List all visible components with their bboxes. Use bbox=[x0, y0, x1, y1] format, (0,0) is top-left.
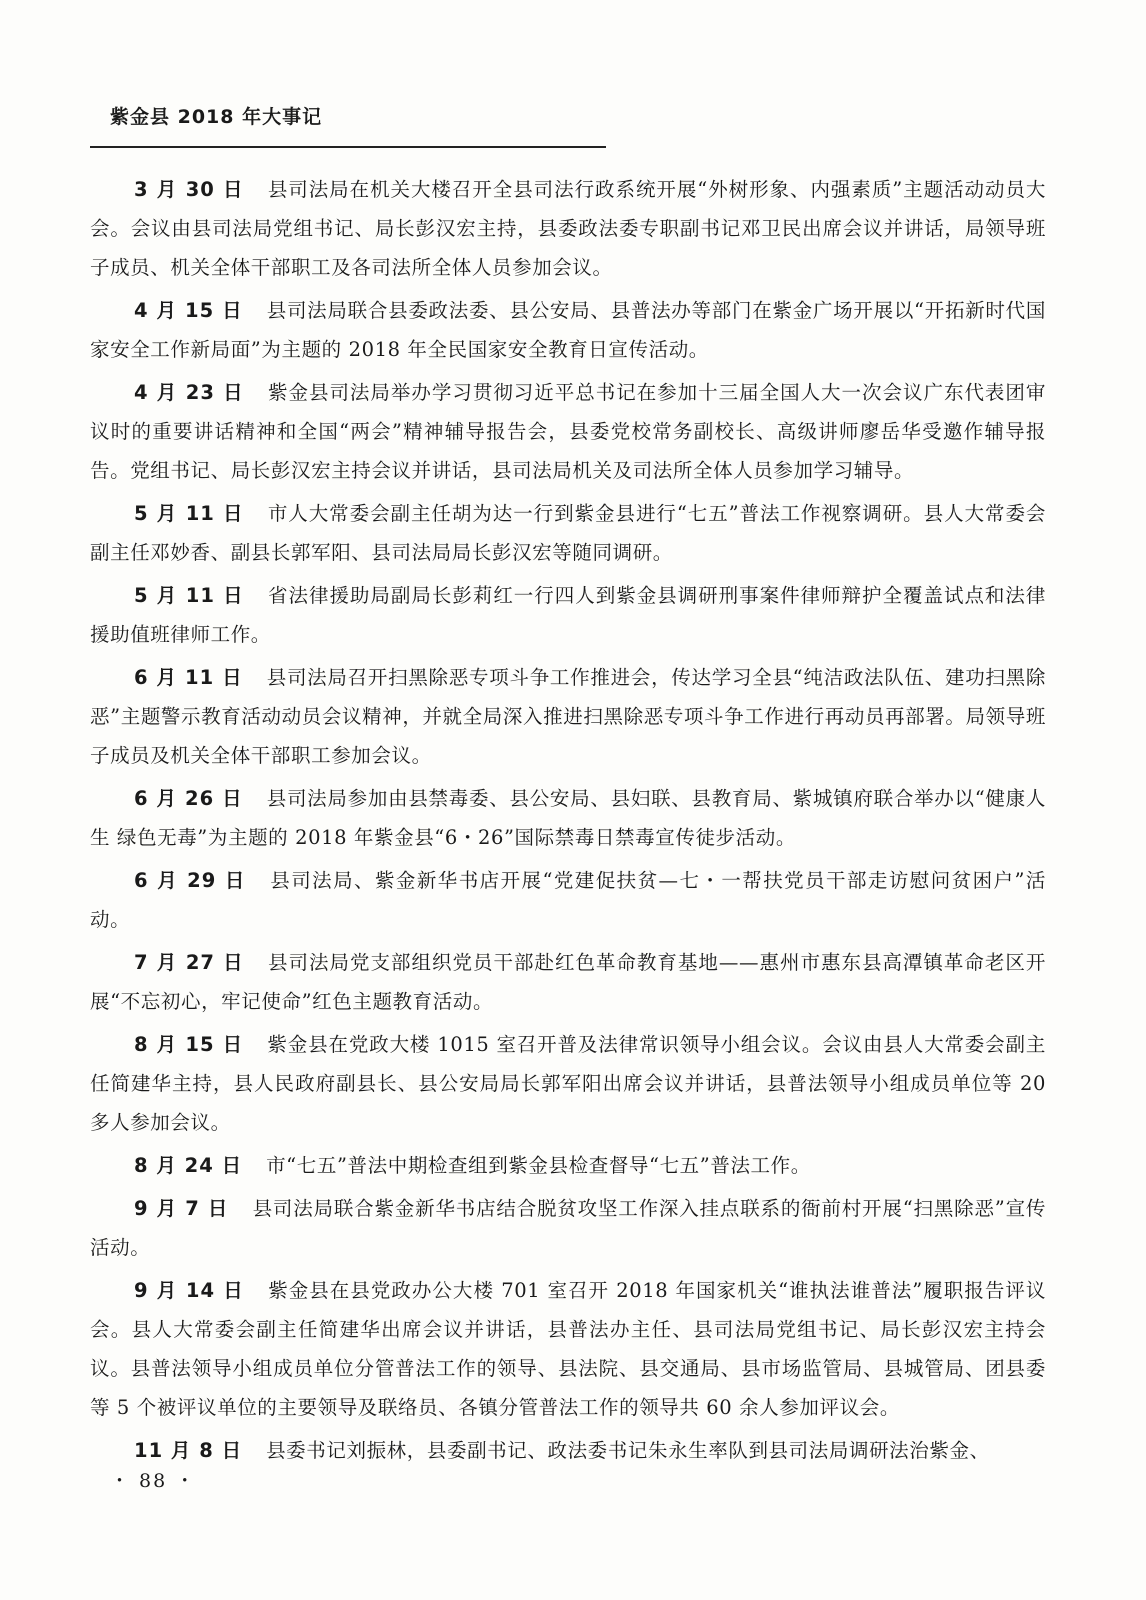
entry-date: 9 月 14 日 bbox=[134, 1279, 245, 1302]
chronicle-entry bbox=[90, 1431, 1046, 1470]
entry-text: 县司法局召开扫黑除恶专项斗争工作推进会，传达学习全县“纯洁政法队伍、建功扫黑除恶”主题警示教育活动动员会议精神，并就全局深入推进扫黑除恶专项斗争工作进行再动员再部署。局领导班子成员及机关全体干部职工参加会议。 bbox=[90, 666, 1046, 767]
entry-date: 4 月 23 日 bbox=[134, 381, 244, 404]
entry-text: 省法律援助局副局长彭莉红一行四人到紫金县调研刑事案件律师辩护全覆盖试点和法律援助值班律师工作。 bbox=[90, 584, 1046, 646]
chronicle-entry bbox=[90, 576, 1046, 654]
entry-text: 紫金县司法局举办学习贯彻习近平总书记在参加十三届全国人大一次会议广东代表团审议时的重要讲话精神和全国“两会”精神辅导报告会，县委党校常务副校长、高级讲师廖岳华受邀作辅导报告。党组书记、局长彭汉宏主持会议并讲话，县司法局机关及司法所全体人员参加学习辅导。 bbox=[90, 381, 1046, 482]
chronicle-entry bbox=[90, 170, 1046, 287]
entry-text: 县委书记刘振林，县委副书记、政法委书记朱永生率队到县司法局调研法治紫金、 bbox=[266, 1439, 990, 1462]
entry-text: 县司法局参加由县禁毒委、县公安局、县妇联、县教育局、紫城镇府联合举办以“健康人生 绿色无毒”为主题的 2018 年紫金县“6・26”国际禁毒日禁毒宣传徒步活动。 bbox=[90, 787, 1046, 849]
chronicle-entry bbox=[90, 1025, 1046, 1142]
chronicle-entries bbox=[90, 170, 1046, 1474]
entry-date: 4 月 15 日 bbox=[134, 299, 243, 322]
entry-date: 6 月 26 日 bbox=[134, 787, 243, 810]
chronicle-entry bbox=[90, 658, 1046, 775]
entry-date: 6 月 29 日 bbox=[134, 869, 247, 892]
entry-date: 8 月 24 日 bbox=[134, 1154, 243, 1177]
entry-text: 县司法局在机关大楼召开全县司法行政系统开展“外树形象、内强素质”主题活动动员大会。会议由县司法局党组书记、局长彭汉宏主持，县委政法委专职副书记邓卫民出席会议并讲话，局领导班子成员、机关全体干部职工及各司法所全体人员参加会议。 bbox=[90, 178, 1046, 279]
entry-text: 县司法局、紫金新华书店开展“党建促扶贫—七・一帮扶党员干部走访慰问贫困户”活动。 bbox=[90, 869, 1046, 931]
entry-date: 5 月 11 日 bbox=[134, 584, 244, 607]
chronicle-entry bbox=[90, 861, 1046, 939]
chronicle-entry bbox=[90, 291, 1046, 369]
entry-date: 6 月 11 日 bbox=[134, 666, 243, 689]
entry-date: 8 月 15 日 bbox=[134, 1033, 244, 1056]
entry-text: 市人大常委会副主任胡为达一行到紫金县进行“七五”普法工作视察调研。县人大常委会副主任邓妙香、副县长郭军阳、县司法局局长彭汉宏等随同调研。 bbox=[90, 502, 1046, 564]
running-header-title: 紫金县 2018 年大事记 bbox=[110, 106, 323, 128]
entry-date: 7 月 27 日 bbox=[134, 951, 245, 974]
chronicle-entry bbox=[90, 373, 1046, 490]
entry-text: 紫金县在党政大楼 1015 室召开普及法律常识领导小组会议。会议由县人大常委会副主任简建华主持，县人民政府副县长、县公安局局长郭军阳出席会议并讲话，县普法领导小组成员单位等 20 多人参加会议。 bbox=[90, 1033, 1046, 1134]
entry-date: 3 月 30 日 bbox=[134, 178, 244, 201]
entry-date: 5 月 11 日 bbox=[134, 502, 244, 525]
chronicle-entry bbox=[90, 1271, 1046, 1427]
chronicle-entry bbox=[90, 943, 1046, 1021]
chronicle-entry bbox=[90, 1189, 1046, 1267]
entry-text: 市“七五”普法中期检查组到紫金县检查督导“七五”普法工作。 bbox=[266, 1154, 811, 1177]
entry-text: 县司法局联合紫金新华书店结合脱贫攻坚工作深入挂点联系的衙前村开展“扫黑除恶”宣传活动。 bbox=[90, 1197, 1046, 1259]
chronicle-entry bbox=[90, 1146, 1046, 1185]
entry-text: 县司法局联合县委政法委、县公安局、县普法办等部门在紫金广场开展以“开拓新时代国家安全工作新局面”为主题的 2018 年全民国家安全教育日宣传活动。 bbox=[90, 299, 1046, 361]
page-number: ・ 88 ・ bbox=[110, 1470, 197, 1492]
chronicle-entry bbox=[90, 494, 1046, 572]
entry-text: 县司法局党支部组织党员干部赴红色革命教育基地——惠州市惠东县高潭镇革命老区开展“不忘初心，牢记使命”红色主题教育活动。 bbox=[90, 951, 1046, 1013]
entry-date: 11 月 8 日 bbox=[134, 1439, 243, 1462]
entry-date: 9 月 7 日 bbox=[134, 1197, 229, 1220]
entry-text: 紫金县在县党政办公大楼 701 室召开 2018 年国家机关“谁执法谁普法”履职报告评议会。县人大常委会副主任简建华出席会议并讲话，县普法办主任、县司法局党组书记、局长彭汉宏主持会议。县普法领导小组成员单位分管普法工作的领导、县法院、县交通局、县市场监管局、县城管局、团县委等 5 个被评议单位的主要领导及联络员、各镇分管普法工作的领导共 60 余人参加评议会。 bbox=[90, 1279, 1046, 1419]
chronicle-entry bbox=[90, 779, 1046, 857]
header-rule bbox=[90, 146, 606, 148]
